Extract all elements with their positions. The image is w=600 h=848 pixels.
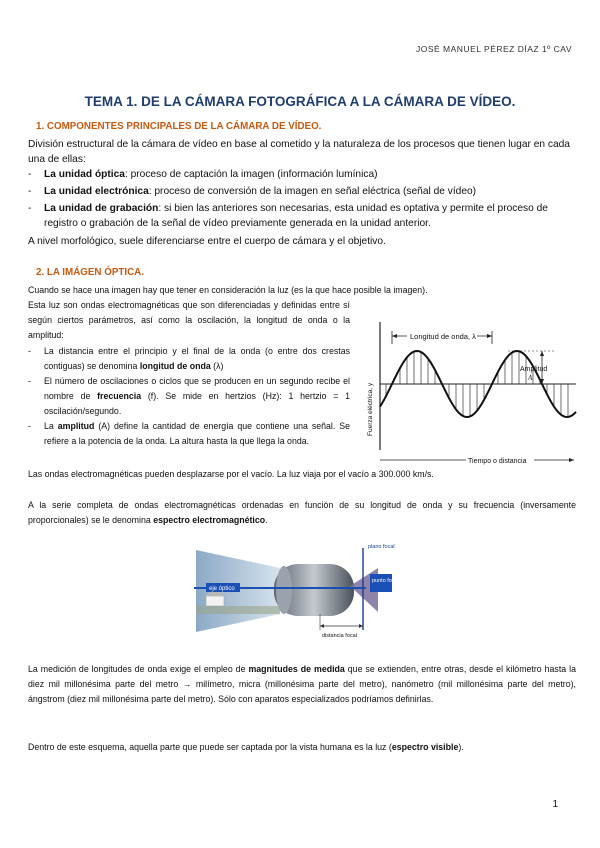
term-longitud-onda: longitud de onda <box>139 361 211 371</box>
list-item <box>28 374 350 419</box>
arrowhead <box>392 334 397 338</box>
section2-measure <box>28 662 576 707</box>
section2-spectrum <box>28 498 576 528</box>
paragraph-text: ). <box>458 742 464 752</box>
term-unidad-optica: La unidad óptica <box>44 169 125 180</box>
list-item-text: : proceso de captación la imagen (información lumínica) <box>124 169 378 180</box>
section2-visible <box>28 740 576 755</box>
x-axis-label: Tiempo o distancia <box>468 458 527 465</box>
list-item <box>28 419 350 449</box>
term-amplitud: amplitud <box>57 421 95 431</box>
bullet-text: La <box>44 421 58 431</box>
section2-heading: 2. LA IMÁGEN ÓPTICA. <box>36 267 144 278</box>
section1-heading: 1. COMPONENTES PRINCIPALES DE LA CÁMARA DE VÍDEO. <box>36 121 322 132</box>
section1-outro: A nivel morfológico, suele diferenciarse entre el cuerpo de cámara y el objetivo. <box>28 236 386 247</box>
section2-vacuum: Las ondas electromagnéticas pueden desplazarse por el vacío. La luz viaja por el vacío a 300.000 km/s. <box>28 469 434 479</box>
paragraph-text: que se extienden, entre otras, desde el kilómetro hasta la diez mil millonésima parte del metro → milímetro, micra (millonésima parte del metro), nanómetro (mil millonésima parte del metro), ángstrom (diez mil millonésima parte del metro). Sólo con aparatos especializados podríamos definirlas. <box>28 664 576 704</box>
term-espectro-electromagnetico: espectro electromagnético <box>153 515 266 525</box>
section2-bullets <box>28 344 350 449</box>
term-unidad-electronica: La unidad electrónica <box>44 186 149 197</box>
section1-list <box>28 167 576 231</box>
bullet-text: (λ) <box>210 361 224 371</box>
bullet-text: (f). Se mide en hertzios (Hz): 1 hertzio = 1 oscilación/segundo. <box>44 391 351 416</box>
page-header-author: JOSÉ MANUEL PÉREZ DÍAZ 1º CAV <box>416 44 572 54</box>
focal-plane-label: plano focal <box>368 544 395 550</box>
paragraph-text: . <box>265 515 268 525</box>
scene-ground <box>196 606 280 614</box>
section2-line1: Cuando se hace una imagen hay que tener en consideración la luz (es la que hace posible la imagen). <box>28 285 428 295</box>
term-magnitudes-medida: magnitudes de medida <box>248 664 345 674</box>
optical-axis-label: eje óptico <box>209 586 235 592</box>
list-item <box>28 201 576 231</box>
list-item-text: : si bien las anteriores son necesarias, esta unidad es optativa y permite el proceso de registro o grabación de la señal de vídeo previamente generada en la unidad anterior. <box>44 203 548 229</box>
arrowhead <box>487 334 492 338</box>
list-item <box>28 167 576 182</box>
bullet-text: (A) define la cantidad de energía que contiene una señal. Se refiere a la potencia de la onda. La altura hasta la que llega la onda. <box>44 421 351 446</box>
focal-distance-label: distancia focal <box>322 633 357 639</box>
y-axis-label: Fuerza eléctrica, y <box>367 382 374 436</box>
arrowhead <box>320 624 324 628</box>
focal-point-label: punto focal <box>372 578 399 584</box>
wave-diagram <box>358 318 580 466</box>
section1-intro: División estructural de la cámara de vídeo en base al cometido y la naturaleza de los procesos que tienen lugar en cada una de ellas: <box>28 139 570 165</box>
list-item-text: : proceso de conversión de la imagen en señal eléctrica (señal de vídeo) <box>148 186 477 197</box>
scene-house <box>206 596 224 606</box>
lens-front <box>276 566 292 614</box>
term-unidad-grabacion: La unidad de grabación <box>44 203 159 214</box>
bullet-text: El número de oscilaciones o ciclos que se producen en un segundo recibe el nombre de <box>44 376 350 401</box>
term-espectro-visible: espectro visible <box>391 742 459 752</box>
list-item <box>28 344 350 374</box>
page-number: 1 <box>552 799 558 810</box>
bullet-text: La distancia entre el principio y el final de la onda (o entre dos crestas contiguas) se denomina <box>44 346 350 371</box>
amplitude-symbol: A <box>528 374 533 382</box>
paragraph-text: A la serie completa de ondas electromagnéticas ordenadas en función de su longitud de onda y su frecuencia (inversamente proporcionales) se le denomina <box>28 500 576 525</box>
page-title: TEMA 1. DE LA CÁMARA FOTOGRÁFICA A LA CÁMARA DE VÍDEO. <box>84 94 516 109</box>
paragraph-text: Dentro de este esquema, aquella parte que puede ser captada por la vista humana es la luz ( <box>28 742 392 752</box>
optics-diagram <box>192 540 414 646</box>
arrowhead <box>540 351 544 356</box>
wavelength-label: Longitud de onda, λ <box>410 332 476 341</box>
amplitude-label: Amplitud <box>520 366 548 373</box>
term-frecuencia: frecuencia <box>97 391 142 401</box>
paragraph-text: La medición de longitudes de onda exige el empleo de <box>28 664 249 674</box>
arrowhead <box>569 458 574 462</box>
list-item <box>28 184 576 199</box>
section2-line2: Esta luz son ondas electromagnéticas que son diferenciadas y definidas entre sí según ciertos parámetros, así como la oscilación, la longitud de onda o la amplitud: <box>28 300 350 340</box>
